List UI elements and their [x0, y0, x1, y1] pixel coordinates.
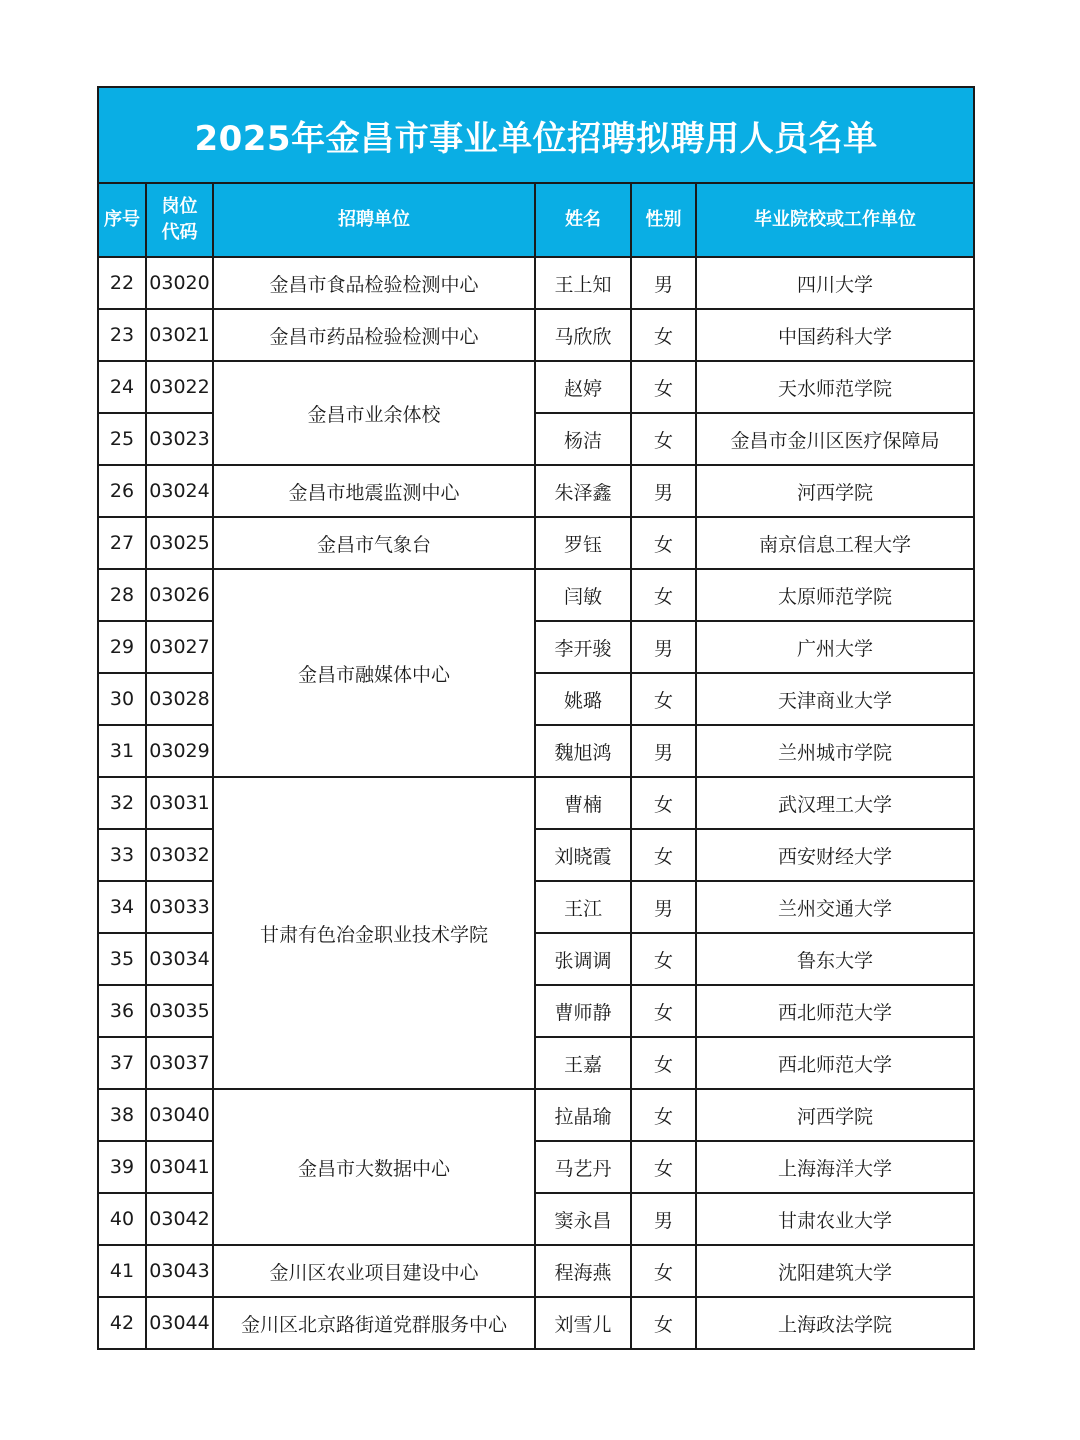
cell-school: 甘肃农业大学: [696, 1193, 974, 1245]
cell-seq: 26: [98, 465, 146, 517]
cell-gender: 女: [631, 777, 696, 829]
cell-unit: 金昌市药品检验检测中心: [213, 309, 535, 361]
cell-code: 03032: [146, 829, 213, 881]
cell-school: 沈阳建筑大学: [696, 1245, 974, 1297]
cell-seq: 42: [98, 1297, 146, 1349]
table-row: [98, 465, 974, 517]
table-row: [98, 777, 974, 829]
cell-gender: 男: [631, 725, 696, 777]
cell-seq: 30: [98, 673, 146, 725]
cell-gender: 女: [631, 1089, 696, 1141]
cell-gender: 女: [631, 309, 696, 361]
cell-school: 武汉理工大学: [696, 777, 974, 829]
cell-code: 03040: [146, 1089, 213, 1141]
cell-school: 天水师范学院: [696, 361, 974, 413]
cell-school: 上海海洋大学: [696, 1141, 974, 1193]
cell-school: 西安财经大学: [696, 829, 974, 881]
cell-name: 张调调: [535, 933, 631, 985]
cell-gender: 女: [631, 361, 696, 413]
cell-seq: 36: [98, 985, 146, 1037]
cell-school: 金昌市金川区医疗保障局: [696, 413, 974, 465]
cell-unit: 甘肃有色冶金职业技术学院: [213, 777, 535, 1089]
cell-code: 03037: [146, 1037, 213, 1089]
cell-unit: 金昌市融媒体中心: [213, 569, 535, 777]
cell-school: 河西学院: [696, 1089, 974, 1141]
cell-name: 杨洁: [535, 413, 631, 465]
cell-gender: 女: [631, 413, 696, 465]
cell-school: 鲁东大学: [696, 933, 974, 985]
cell-code: 03029: [146, 725, 213, 777]
cell-name: 刘雪儿: [535, 1297, 631, 1349]
cell-gender: 女: [631, 673, 696, 725]
cell-school: 四川大学: [696, 257, 974, 309]
cell-name: 赵婷: [535, 361, 631, 413]
header-row: [98, 183, 974, 257]
cell-gender: 女: [631, 1245, 696, 1297]
header-school: 毕业院校或工作单位: [696, 183, 974, 257]
header-code: 岗位代码: [146, 183, 213, 257]
cell-name: 闫敏: [535, 569, 631, 621]
cell-name: 窦永昌: [535, 1193, 631, 1245]
cell-seq: 35: [98, 933, 146, 985]
cell-seq: 28: [98, 569, 146, 621]
cell-gender: 女: [631, 933, 696, 985]
cell-seq: 29: [98, 621, 146, 673]
cell-school: 兰州城市学院: [696, 725, 974, 777]
cell-gender: 女: [631, 1297, 696, 1349]
cell-code: 03024: [146, 465, 213, 517]
cell-school: 中国药科大学: [696, 309, 974, 361]
cell-school: 河西学院: [696, 465, 974, 517]
cell-code: 03043: [146, 1245, 213, 1297]
cell-code: 03031: [146, 777, 213, 829]
cell-unit: 金昌市大数据中心: [213, 1089, 535, 1245]
cell-seq: 39: [98, 1141, 146, 1193]
cell-seq: 27: [98, 517, 146, 569]
cell-gender: 女: [631, 569, 696, 621]
cell-name: 曹楠: [535, 777, 631, 829]
cell-code: 03026: [146, 569, 213, 621]
header-unit: 招聘单位: [213, 183, 535, 257]
cell-code: 03028: [146, 673, 213, 725]
cell-gender: 女: [631, 829, 696, 881]
table-row: [98, 569, 974, 621]
cell-name: 王嘉: [535, 1037, 631, 1089]
header-gender: 性别: [631, 183, 696, 257]
cell-school: 西北师范大学: [696, 1037, 974, 1089]
cell-school: 上海政法学院: [696, 1297, 974, 1349]
cell-gender: 女: [631, 517, 696, 569]
table-row: [98, 361, 974, 413]
table-title: 2025年金昌市事业单位招聘拟聘用人员名单: [98, 87, 974, 183]
cell-gender: 男: [631, 465, 696, 517]
cell-unit: 金昌市业余体校: [213, 361, 535, 465]
cell-name: 刘晓霞: [535, 829, 631, 881]
cell-unit: 金昌市食品检验检测中心: [213, 257, 535, 309]
cell-unit: 金川区农业项目建设中心: [213, 1245, 535, 1297]
cell-seq: 33: [98, 829, 146, 881]
cell-name: 马艺丹: [535, 1141, 631, 1193]
table-row: [98, 257, 974, 309]
cell-gender: 男: [631, 1193, 696, 1245]
cell-seq: 40: [98, 1193, 146, 1245]
cell-seq: 25: [98, 413, 146, 465]
cell-name: 罗钰: [535, 517, 631, 569]
cell-gender: 男: [631, 881, 696, 933]
cell-seq: 38: [98, 1089, 146, 1141]
cell-unit: 金昌市地震监测中心: [213, 465, 535, 517]
cell-seq: 37: [98, 1037, 146, 1089]
header-name: 姓名: [535, 183, 631, 257]
cell-name: 拉晶瑜: [535, 1089, 631, 1141]
cell-seq: 32: [98, 777, 146, 829]
cell-seq: 23: [98, 309, 146, 361]
cell-unit: 金川区北京路街道党群服务中心: [213, 1297, 535, 1349]
cell-code: 03044: [146, 1297, 213, 1349]
cell-name: 朱泽鑫: [535, 465, 631, 517]
cell-code: 03034: [146, 933, 213, 985]
cell-name: 姚璐: [535, 673, 631, 725]
cell-name: 王江: [535, 881, 631, 933]
cell-name: 曹师静: [535, 985, 631, 1037]
cell-gender: 女: [631, 1141, 696, 1193]
cell-name: 王上知: [535, 257, 631, 309]
table-row: [98, 1245, 974, 1297]
table-body: [98, 257, 974, 1349]
cell-name: 李开骏: [535, 621, 631, 673]
cell-code: 03025: [146, 517, 213, 569]
cell-seq: 31: [98, 725, 146, 777]
cell-code: 03023: [146, 413, 213, 465]
cell-code: 03020: [146, 257, 213, 309]
cell-code: 03027: [146, 621, 213, 673]
cell-unit: 金昌市气象台: [213, 517, 535, 569]
cell-school: 西北师范大学: [696, 985, 974, 1037]
recruitment-table: [97, 86, 975, 1350]
cell-seq: 24: [98, 361, 146, 413]
cell-name: 程海燕: [535, 1245, 631, 1297]
cell-gender: 女: [631, 985, 696, 1037]
cell-code: 03021: [146, 309, 213, 361]
cell-code: 03042: [146, 1193, 213, 1245]
cell-name: 马欣欣: [535, 309, 631, 361]
cell-name: 魏旭鸿: [535, 725, 631, 777]
cell-school: 南京信息工程大学: [696, 517, 974, 569]
cell-gender: 女: [631, 1037, 696, 1089]
header-seq: 序号: [98, 183, 146, 257]
table-row: [98, 1089, 974, 1141]
cell-school: 兰州交通大学: [696, 881, 974, 933]
table-row: [98, 517, 974, 569]
cell-school: 广州大学: [696, 621, 974, 673]
table-row: [98, 309, 974, 361]
cell-gender: 男: [631, 257, 696, 309]
cell-seq: 34: [98, 881, 146, 933]
cell-gender: 男: [631, 621, 696, 673]
cell-code: 03041: [146, 1141, 213, 1193]
cell-code: 03035: [146, 985, 213, 1037]
cell-code: 03022: [146, 361, 213, 413]
cell-seq: 22: [98, 257, 146, 309]
table-row: [98, 1297, 974, 1349]
cell-seq: 41: [98, 1245, 146, 1297]
cell-code: 03033: [146, 881, 213, 933]
cell-school: 天津商业大学: [696, 673, 974, 725]
cell-school: 太原师范学院: [696, 569, 974, 621]
